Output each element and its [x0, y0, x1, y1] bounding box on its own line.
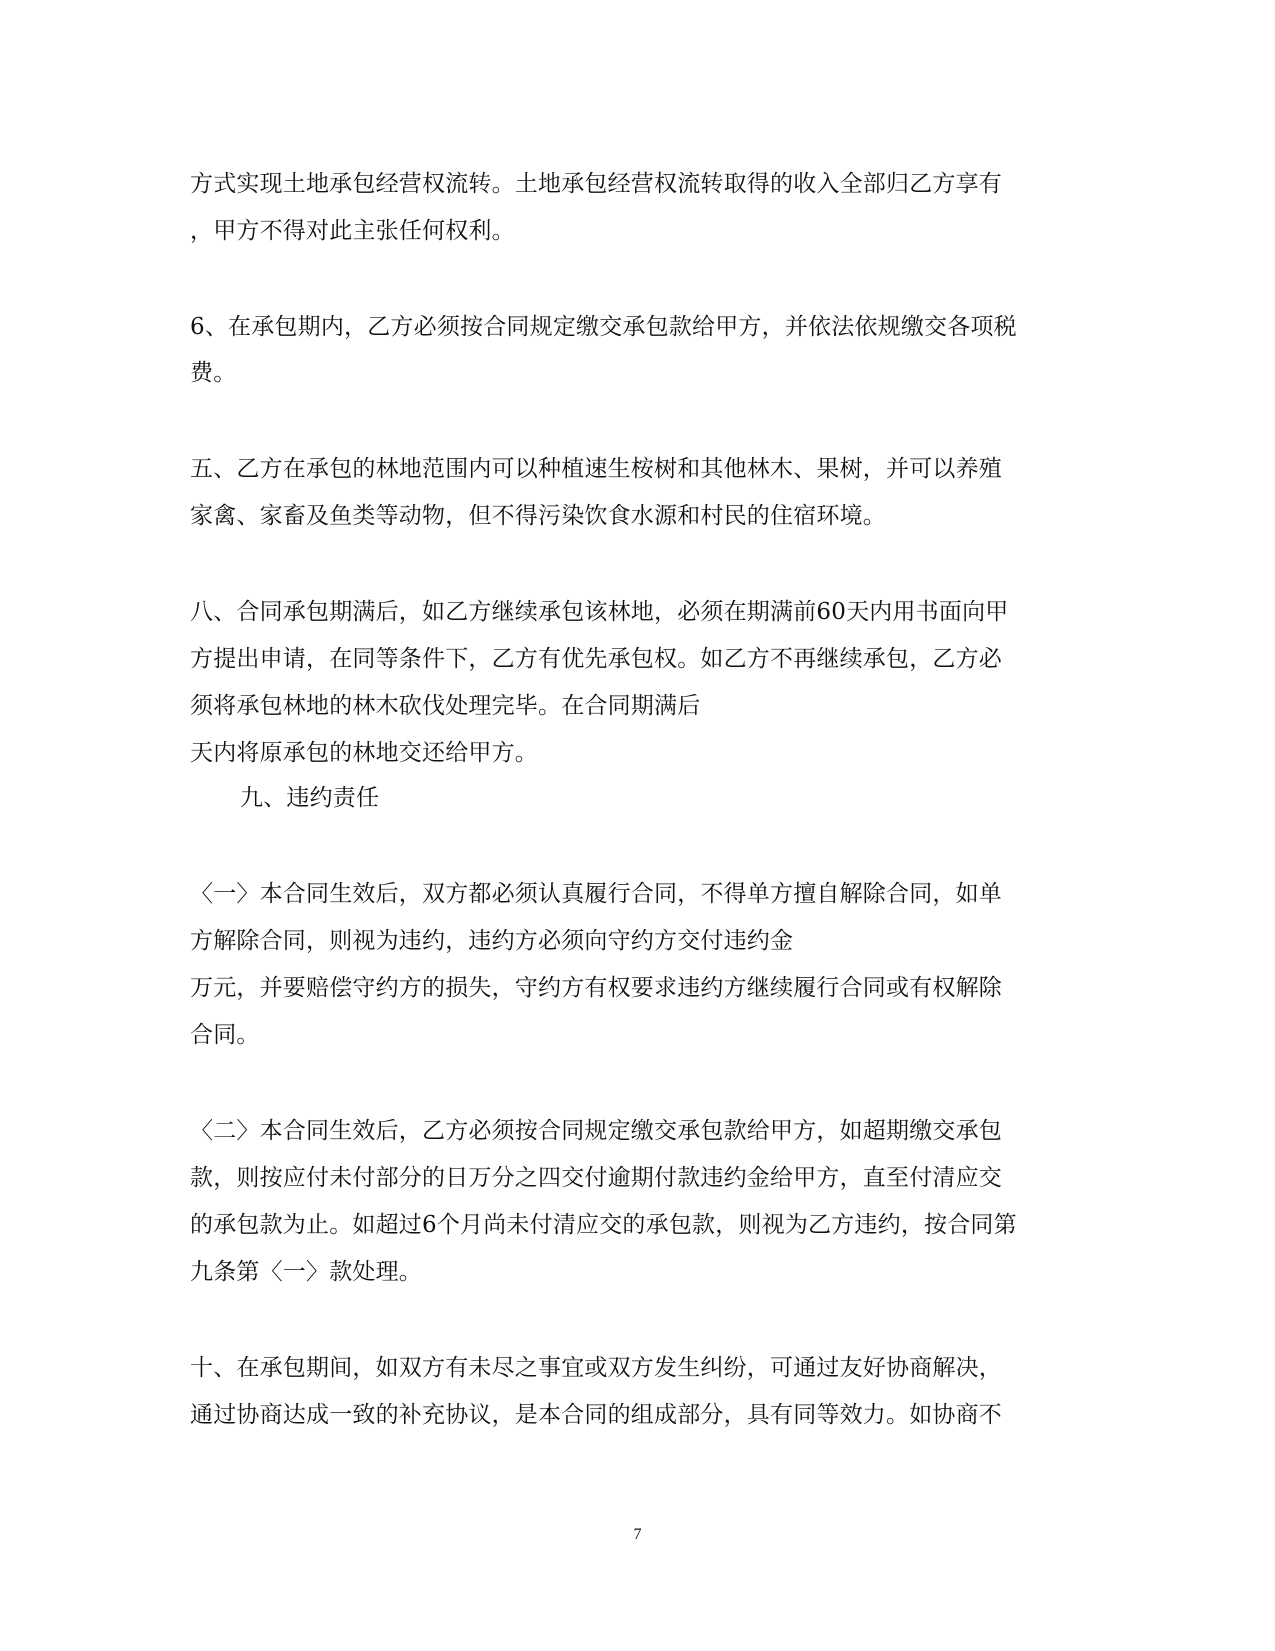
- text-line: 的承包款为止。如超过6个月尚未付清应交的承包款，则视为乙方违约，按合同第: [190, 1212, 1017, 1238]
- text-line: 通过协商达成一致的补充协议，是本合同的组成部分，具有同等效力。如协商不: [190, 1402, 1002, 1428]
- text-line: 〈二〉本合同生效后，乙方必须按合同规定缴交承包款给甲方，如超期缴交承包: [190, 1118, 1002, 1144]
- text-line: 家禽、家畜及鱼类等动物，但不得污染饮食水源和村民的住宿环境。: [190, 503, 886, 529]
- text-line: 五、乙方在承包的林地范围内可以种植速生桉树和其他林木、果树，并可以养殖: [190, 456, 1002, 482]
- text-line: 须将承包林地的林木砍伐处理完毕。在合同期满后: [190, 693, 701, 719]
- text-line: ，甲方不得对此主张任何权利。: [190, 218, 515, 244]
- text-line: 方解除合同，则视为违约，违约方必须向守约方交付违约金: [190, 928, 794, 954]
- text-line: 万元，并要赔偿守约方的损失，守约方有权要求违约方继续履行合同或有权解除: [190, 975, 1002, 1001]
- text-line: 十、在承包期间，如双方有未尽之事宜或双方发生纠纷，可通过友好协商解决，: [190, 1355, 1002, 1381]
- text-line: 方提出申请，在同等条件下，乙方有优先承包权。如乙方不再继续承包，乙方必: [190, 646, 1002, 672]
- text-line: 费。: [190, 360, 237, 386]
- text-line: 方式实现土地承包经营权流转。土地承包经营权流转取得的收入全部归乙方享有: [190, 171, 1002, 197]
- text-line: 天内将原承包的林地交还给甲方。: [190, 740, 538, 766]
- text-line: 合同。: [190, 1022, 260, 1048]
- text-line: 九条第〈一〉款处理。: [190, 1259, 422, 1285]
- text-line: 八、合同承包期满后，如乙方继续承包该林地，必须在期满前60天内用书面向甲: [190, 599, 1009, 625]
- text-line: 〈一〉本合同生效后，双方都必须认真履行合同，不得单方擅自解除合同，如单: [190, 881, 1002, 907]
- text-line: 款，则按应付未付部分的日万分之四交付逾期付款违约金给甲方，直至付清应交: [190, 1165, 1002, 1191]
- page-number: 7: [633, 1526, 642, 1543]
- text-line: 6、在承包期内，乙方必须按合同规定缴交承包款给甲方，并依法依规缴交各项税: [190, 314, 1017, 340]
- section-heading: 九、违约责任: [240, 785, 380, 811]
